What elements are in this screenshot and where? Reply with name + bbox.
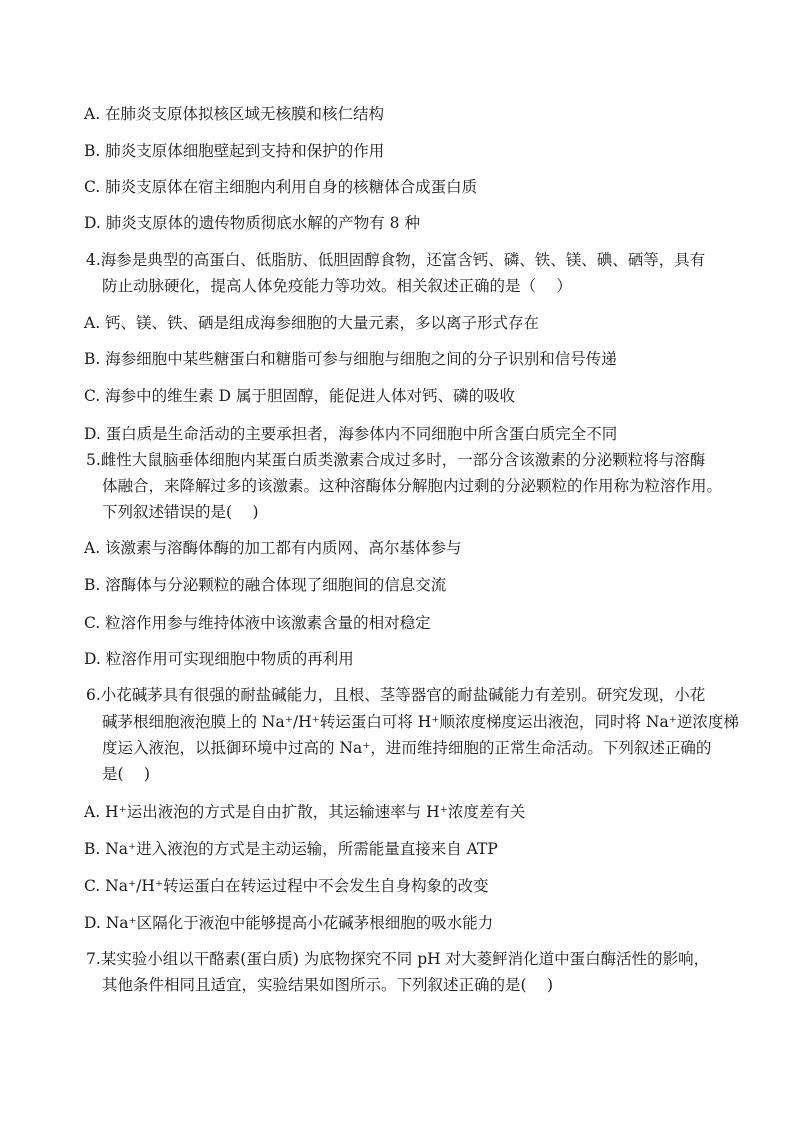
q6-option-c: C. Na⁺/H⁺转运蛋白在转运过程中不会发生自身构象的改变 — [84, 877, 489, 895]
q5-option-d: D. 粒溶作用可实现细胞中物质的再利用 — [84, 650, 354, 668]
q4-option-b: B. 海参细胞中某些糖蛋白和糖脂可参与细胞与细胞之间的分子识别和信号传递 — [84, 350, 617, 368]
q4-option-d: D. 蛋白质是生命活动的主要承担者，海参体内不同细胞中所含蛋白质完全不同 — [84, 425, 618, 443]
q7-stem-line-2: 其他条件相同且适宜，实验结果如图所示。下列叙述正确的是( ) — [102, 976, 554, 994]
q4-stem-line-2: 防止动脉硬化，提高人体免疫能力等功效。相关叙述正确的是（ ） — [102, 277, 572, 295]
q5-stem-line-2: 体融合，来降解过多的该激素。这种溶酶体分解胞内过剩的分泌颗粒的作用称为粒溶作用。 — [102, 477, 723, 495]
q4-stem-line-1: 4.海参是典型的高蛋白、低脂肪、低胆固醇食物，还富含钙、磷、铁、镁、碘、硒等，具有 — [86, 251, 706, 269]
q5-option-c: C. 粒溶作用参与维持体液中该激素含量的相对稳定 — [84, 614, 431, 632]
q7-stem-line-1: 7.某实验小组以干酪素(蛋白质) 为底物探究不同 pH 对大菱鲆消化道中蛋白酶活性的影响， — [86, 950, 710, 968]
q6-stem-line-3: 度运入液泡，以抵御环境中过高的 Na⁺，进而维持细胞的正常生命活动。下列叙述正确的 — [102, 739, 712, 757]
q5-option-a: A. 该激素与溶酶体酶的加工都有内质网、高尔基体参与 — [84, 539, 462, 557]
q6-option-b: B. Na⁺进入液泡的方式是主动运输，所需能量直接来自 ATP — [84, 840, 498, 858]
q4-option-c: C. 海参中的维生素 D 属于胆固醇，能促进人体对钙、磷的吸收 — [84, 387, 515, 405]
q3-option-b: B. 肺炎支原体细胞壁起到支持和保护的作用 — [84, 142, 385, 160]
q6-stem-line-4: 是( ) — [102, 765, 151, 783]
q4-option-a: A. 钙、镁、铁、硒是组成海参细胞的大量元素，多以离子形式存在 — [84, 314, 540, 332]
q6-stem-line-2: 碱茅根细胞液泡膜上的 Na⁺/H⁺转运蛋白可将 H⁺顺浓度梯度运出液泡，同时将 Na⁺逆浓度梯 — [102, 713, 739, 731]
q5-stem-line-1: 5.雌性大鼠脑垂体细胞内某蛋白质类激素合成过多时，一部分含该激素的分泌颗粒将与溶酶 — [86, 451, 706, 469]
q3-option-a: A. 在肺炎支原体拟核区域无核膜和核仁结构 — [84, 105, 385, 123]
q6-option-a: A. H⁺运出液泡的方式是自由扩散，其运输速率与 H⁺浓度差有关 — [84, 803, 526, 821]
q5-stem-line-3: 下列叙述错误的是( ) — [102, 503, 259, 521]
q5-option-b: B. 溶酶体与分泌颗粒的融合体现了细胞间的信息交流 — [84, 576, 447, 594]
q3-option-c: C. 肺炎支原体在宿主细胞内利用自身的核糖体合成蛋白质 — [84, 178, 478, 196]
q3-option-d: D. 肺炎支原体的遗传物质彻底水解的产物有 8 种 — [84, 214, 420, 232]
q6-option-d: D. Na⁺区隔化于液泡中能够提高小花碱茅根细胞的吸水能力 — [84, 914, 494, 932]
q6-stem-line-1: 6.小花碱茅具有很强的耐盐碱能力，且根、茎等器官的耐盐碱能力有差别。研究发现，小花 — [86, 686, 706, 704]
